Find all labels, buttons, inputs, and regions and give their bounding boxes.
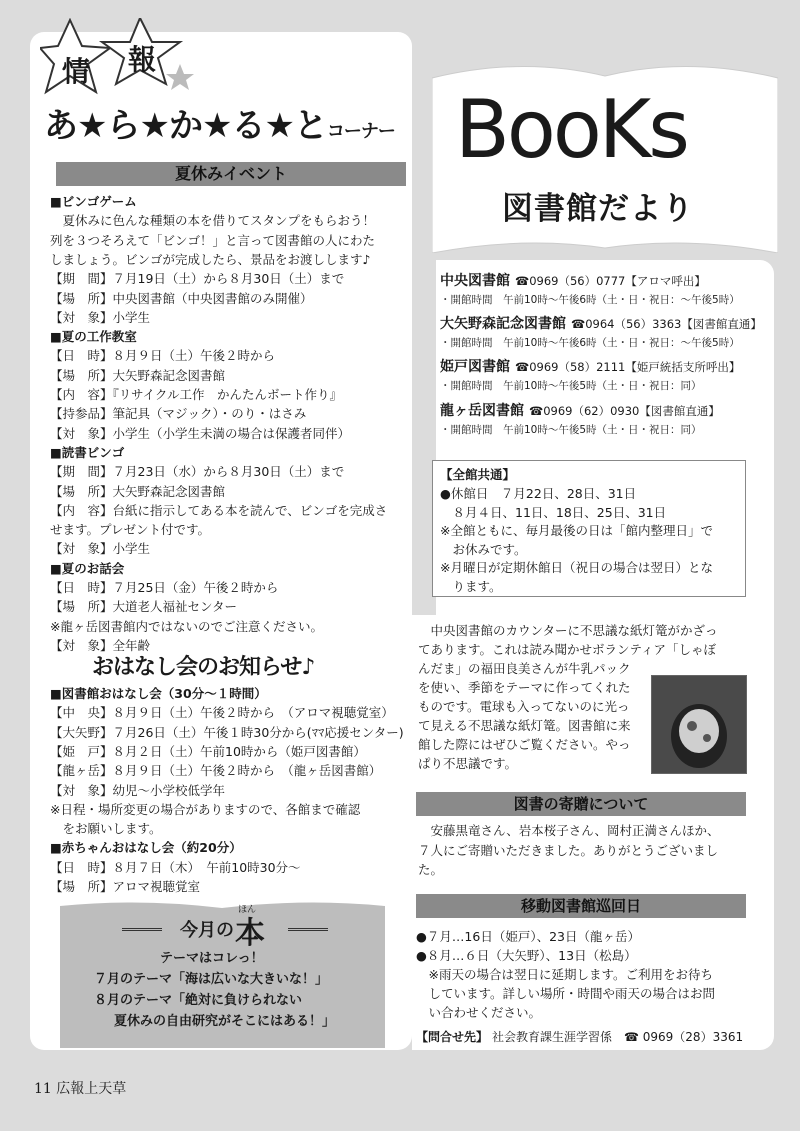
text-line: をお願いします。 [50, 821, 162, 837]
text-line: ●休館日 ７月22日、28日、31日 [440, 486, 637, 501]
text-line: 【持参品】筆記具（マジック）・のり・はさみ [50, 406, 307, 422]
library-tel: ☎0964（56）3363【図書館直通】 [570, 317, 762, 331]
text-line: 【日 時】７月25日（金）午後２時から [50, 580, 279, 595]
summer-event-heading [56, 162, 406, 186]
lantern-image-icon [652, 676, 746, 773]
storytime-heading: おはなし会のお知らせ♪ [92, 655, 315, 680]
text-line: 館した際にはぜひご覧ください。やっ [418, 737, 631, 752]
text-line: 【対 象】幼児～小学校低学年 [50, 782, 226, 798]
month-book-line: ８月のテーマ「絶対に負けられない [94, 993, 303, 1008]
library-name-row [440, 356, 740, 376]
text-line: ８月４日、11日、18日、25日、31日 [440, 504, 667, 520]
text-line: ぱり不思議です。 [418, 756, 518, 771]
library-tel: ☎0969（56）0777【アロマ呼出】 [514, 274, 706, 288]
contact-label: 【問合せ先】 [416, 1030, 489, 1044]
text-line: ■夏のお話会 [50, 560, 125, 576]
text-line: て見える不思議な紙灯篭。図書館に来 [418, 718, 631, 733]
text-line: しています。詳しい場所・時間や雨天の場合はお問 [416, 986, 716, 1001]
month-book-heading-a: 今月の [180, 920, 234, 941]
month-book-heading-b: 本 [235, 916, 265, 951]
text-line: た。 [418, 862, 444, 877]
text-line: 【日 時】８月９日（土）午後２時から [50, 348, 276, 364]
library-hours: ・開館時間 午前10時～午後6時（土・日・祝日：～午後5時） [440, 337, 740, 349]
library-name: 中央図書館 [440, 273, 510, 289]
page-footer [34, 1078, 126, 1098]
books-subtitle: 図書館だより [502, 191, 694, 227]
donation-heading [416, 792, 746, 816]
library-tel: ☎0969（58）2111【姫戸統括支所呼出】 [514, 360, 741, 374]
text-line: ※日程・場所変更の場合がありますので、各館まで確認 [50, 801, 361, 817]
corner-title [44, 98, 395, 147]
ruby-hon: ほん [238, 905, 257, 915]
text-line: ■ビンゴゲーム [50, 194, 137, 209]
text-line: 【姫 戸】８月２日（土）午前10時から（姫戸図書館） [50, 743, 366, 759]
publication-name: 広報上天草 [56, 1081, 127, 1097]
text-line: 【場 所】中央図書館（中央図書館のみ開催） [50, 290, 313, 306]
text-line: 【場 所】大道老人福祉センター [50, 599, 238, 615]
corner-title-suffix: コーナー [326, 121, 395, 142]
library-name: 姫戸図書館 [440, 359, 510, 375]
text-line: ●８月…６日（大矢野）、13日（松島） [416, 948, 637, 963]
text-line: 列を３つそろえて「ビンゴ！」と言って図書館の人にわた [50, 232, 376, 248]
text-line: 【中 央】８月９日（土）午後２時から （アロマ視聴覚室） [50, 705, 394, 721]
text-line: ■読書ビンゴ [50, 444, 125, 460]
divider-left [122, 928, 162, 931]
text-line: 【大矢野】７月26日（土）午後１時30分から(ﾏﾏ応援センター) [50, 724, 404, 740]
text-line: 【期 間】７月23日（水）から８月30日（土）まで [50, 464, 345, 480]
mobile-library-heading-text: 移動図書館巡回日 [520, 897, 641, 915]
text-line: ※全館ともに、毎月最後の日は「館内整理日」で [440, 523, 713, 538]
text-line: 【内 容】『リサイクル工作 かんたんボート作り』 [50, 387, 343, 402]
books-title: BooKs [455, 83, 687, 176]
month-book-line: 夏休みの自由研究がそこにはある！」 [114, 1014, 336, 1029]
summer-event-heading-text: 夏休みイベント [174, 164, 287, 183]
library-tel: ☎0969（62）0930【図書館直通】 [528, 404, 720, 418]
text-line: を使い、季節をテーマに作ってくれた [418, 680, 631, 695]
text-line: 【日 時】８月７日（木） 午前10時30分～ [50, 859, 301, 875]
library-name: 龍ヶ岳図書館 [440, 403, 524, 419]
library-name-row [440, 400, 720, 420]
text-line: 【場 所】大矢野森記念図書館 [50, 483, 226, 499]
text-line: 【対 象】小学生 [50, 309, 151, 325]
text-line: しましょう。ビンゴが完成したら、景品をお渡しします♪ [50, 251, 371, 267]
text-line: 【内 容】台紙に指示してある本を読んで、ビンゴを完成さ [50, 502, 388, 518]
text-line: せます。プレゼント付です。 [50, 522, 211, 538]
mobile-library-heading [416, 894, 746, 918]
library-hours: ・開館時間 午前10時～午後5時（土・日・祝日：同） [440, 380, 702, 392]
text-line: んだま」の福田良美さんが牛乳パック [418, 661, 631, 676]
month-book-line: テーマはコレっ！ [160, 951, 264, 966]
text-line: 中央図書館のカウンターに不思議な紙灯篭がかざっ [418, 623, 718, 638]
badge-char-right: 報 [128, 43, 157, 76]
divider-right [288, 928, 328, 931]
text-line: い合わせください。 [416, 1005, 542, 1020]
text-line: ※龍ヶ岳図書館内ではないのでご注意ください。 [50, 618, 323, 634]
corner-title-main: あ★ら★か★る★と [44, 106, 327, 146]
text-line: 夏休みに色んな種類の本を借りてスタンプをもらおう！ [50, 213, 376, 229]
text-line: ものです。電球も入ってないのに光っ [418, 699, 630, 714]
text-line: ●７月…16日（姫戸）、23日（龍ヶ岳） [416, 929, 640, 944]
text-line: ■図書館おはなし会（30分～１時間） [50, 686, 267, 701]
text-line: てあります。これは読み聞かせボランティア「しゃぼ [418, 642, 717, 657]
text-line: 安藤黒竜さん、岩本桜子さん、岡村正満さんほか、 [418, 823, 720, 838]
month-book-line: ７月のテーマ「海は広いな大きいな！」 [94, 972, 329, 987]
contact-text: 社会教育課生涯学習係 ☎ 0969（28）3361 [492, 1030, 744, 1044]
text-line: 【対 象】小学生 [50, 541, 151, 557]
text-line: お休みです。 [440, 541, 527, 557]
text-line: ■赤ちゃんおはなし会（約20分） [50, 840, 242, 856]
text-line: 【場 所】アロマ視聴覚室 [50, 879, 201, 894]
paper-lantern-photo [651, 675, 747, 774]
text-line: 【対 象】小学生（小学生未満の場合は保護者同伴） [50, 425, 351, 441]
text-line: ※雨天の場合は翌日に延期します。ご利用をお待ち [416, 967, 713, 982]
text-line: ７人にご寄贈いただきました。ありがとうございまし [418, 842, 719, 858]
library-name-row [440, 270, 706, 290]
text-line: 【龍ヶ岳】８月９日（土）午後２時から （龍ヶ岳図書館） [50, 763, 382, 779]
donation-heading-text: 図書の寄贈について [513, 795, 649, 813]
text-line: ■夏の工作教室 [50, 329, 137, 345]
library-name-row [440, 313, 762, 333]
page-number: 11 [34, 1081, 52, 1097]
badge-char-left: 情 [62, 55, 91, 88]
library-name: 大矢野森記念図書館 [440, 316, 566, 332]
text-line: 【対 象】全年齢 [50, 637, 151, 653]
library-hours: ・開館時間 午前10時～午後6時（土・日・祝日：～午後5時） [440, 294, 740, 306]
text-line: ※月曜日が定期休館日（祝日の場合は翌日）とな [440, 560, 713, 575]
text-line: ります。 [440, 578, 502, 594]
closed-days-title: 【全館共通】 [440, 467, 516, 482]
library-hours: ・開館時間 午前10時～午後5時（土・日・祝日：同） [440, 424, 702, 436]
text-line: 【期 間】７月19日（土）から８月30日（土）まで [50, 271, 345, 287]
text-line: 【場 所】大矢野森記念図書館 [50, 367, 226, 383]
